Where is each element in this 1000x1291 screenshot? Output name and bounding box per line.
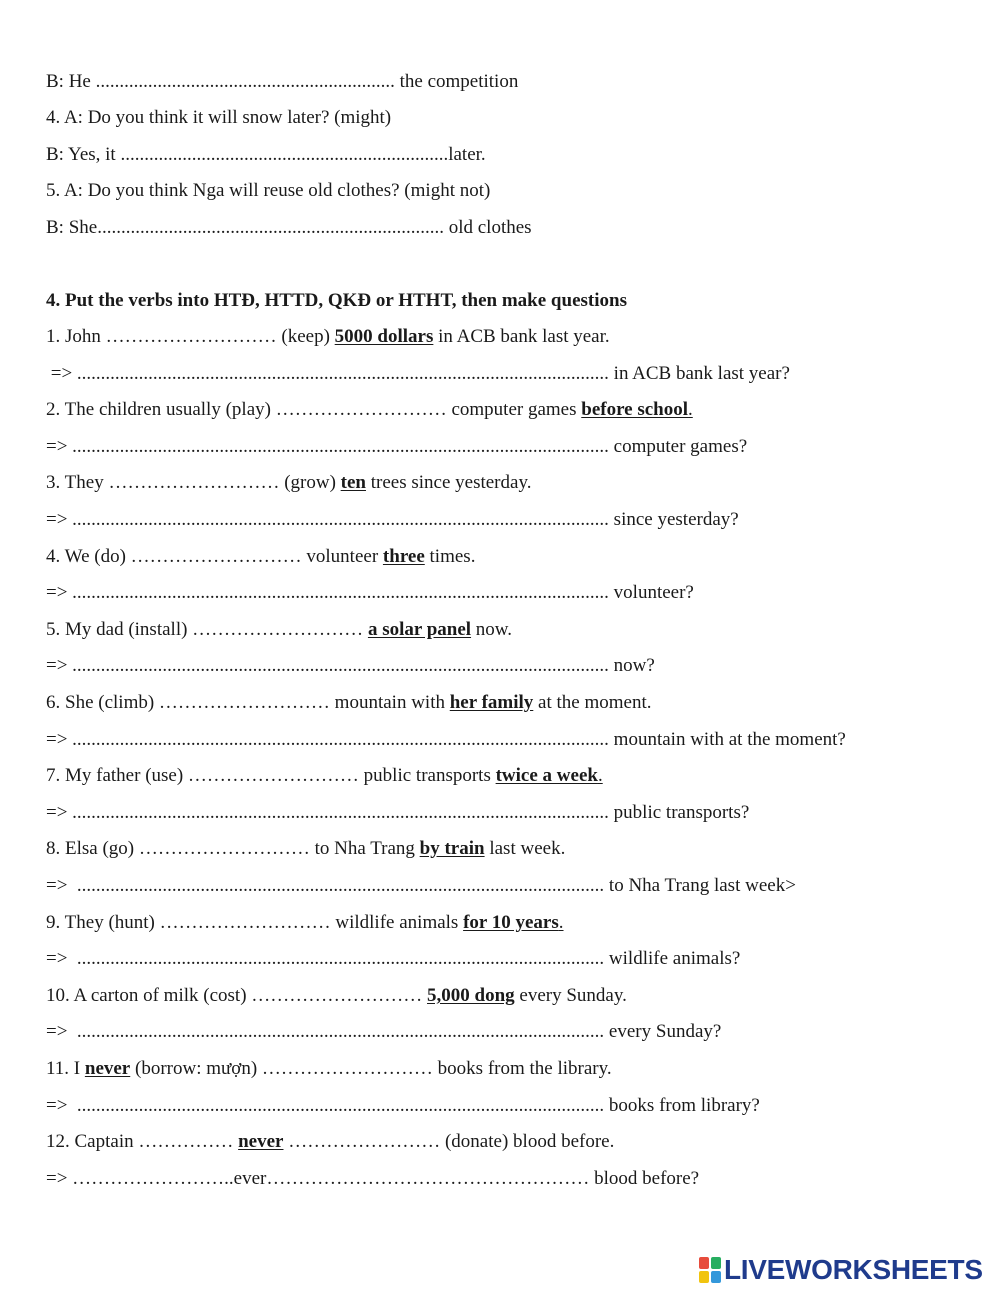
keyword: by train	[419, 838, 485, 859]
answer-line: => ................................................................................................................. volunteer?	[46, 582, 694, 603]
punctuation: .	[558, 912, 564, 933]
keyword: 5000 dollars	[334, 326, 434, 347]
logo-square	[699, 1271, 709, 1283]
liveworksheets-logo	[699, 1255, 983, 1285]
question-text: 11. I	[46, 1058, 85, 1079]
question-text: 8. Elsa (go) ……………………… to Nha Trang	[46, 838, 420, 859]
keyword: a solar panel	[367, 619, 472, 640]
question-line	[46, 398, 693, 422]
question-text: 10. A carton of milk (cost) ………………………	[46, 985, 428, 1006]
question-line	[46, 691, 652, 715]
question-text: 1. John ……………………… (keep)	[46, 326, 335, 347]
question-line	[46, 545, 475, 569]
keyword: three	[382, 546, 425, 567]
logo-square	[711, 1257, 721, 1269]
answer-line: => ............................................................................................................... books from library?	[46, 1095, 760, 1116]
question-text: in ACB bank last year.	[433, 326, 610, 347]
logo-text: LIVEWORKSHEETS	[724, 1254, 983, 1285]
punctuation: .	[688, 399, 693, 420]
question-line	[46, 471, 531, 495]
answer-line: => ............................................................................................................... wildlife animals?	[46, 948, 741, 969]
question-line	[46, 1057, 612, 1081]
keyword: before school	[581, 399, 689, 420]
question-line	[46, 1130, 614, 1154]
answer-line: => ............................................................................................................... every Sunday?	[46, 1021, 722, 1042]
logo-square	[699, 1257, 709, 1269]
keyword: twice a week	[495, 765, 598, 786]
keyword: never	[84, 1058, 131, 1079]
answer-line: => ……………………..ever…………………………………………… blood before?	[46, 1168, 700, 1189]
question-text: last week.	[484, 838, 566, 859]
question-line	[46, 325, 610, 349]
exercise-line: 5. A: Do you think Nga will reuse old clothes? (might not)	[46, 180, 491, 201]
keyword: 5,000 dong	[427, 985, 515, 1006]
question-line	[46, 984, 627, 1008]
question-text: at the moment.	[533, 692, 652, 713]
question-line	[46, 837, 565, 861]
answer-line: => ................................................................................................................. public transports?	[46, 802, 750, 823]
question-line	[46, 911, 564, 935]
question-text: 5. My dad (install) ………………………	[46, 619, 368, 640]
question-text: trees since yesterday.	[365, 472, 532, 493]
question-text: 2. The children usually (play) ……………………… computer games	[46, 399, 582, 420]
logo-square	[711, 1271, 721, 1283]
answer-line: => ................................................................................................................. mountain with at the moment?	[46, 729, 846, 750]
question-text: 12. Captain ……………	[46, 1131, 239, 1152]
keyword: never	[238, 1131, 284, 1152]
exercise-line: B: Yes, it .....................................................................later.	[46, 144, 486, 165]
exercise-line: 4. A: Do you think it will snow later? (might)	[46, 107, 392, 128]
question-text: now.	[471, 619, 513, 640]
answer-line: => ................................................................................................................. computer games?	[46, 436, 748, 457]
question-text: 7. My father (use) ……………………… public transports	[46, 765, 496, 786]
question-text: 3. They ……………………… (grow)	[46, 472, 341, 493]
question-line	[46, 618, 512, 642]
question-line	[46, 764, 603, 788]
section-title: 4. Put the verbs into HTĐ, HTTD, QKĐ or HTHT, then make questions	[46, 290, 627, 311]
question-text: every Sunday.	[514, 985, 627, 1006]
exercise-line: B: He ............................................................... the competition	[46, 71, 519, 92]
question-text: …………………… (donate) blood before.	[283, 1131, 615, 1152]
question-text: 9. They (hunt) ……………………… wildlife animals	[46, 912, 464, 933]
exercise-line: B: She......................................................................... old clothes	[46, 217, 532, 238]
question-text: times.	[424, 546, 476, 567]
punctuation: .	[597, 765, 603, 786]
question-text: (borrow: mượn) ……………………… books from the library.	[130, 1058, 612, 1079]
answer-line: => ................................................................................................................. since yesterday?	[46, 509, 739, 530]
answer-line: => ................................................................................................................. now?	[46, 655, 655, 676]
keyword: her family	[449, 692, 534, 713]
question-text: 4. We (do) ……………………… volunteer	[46, 546, 383, 567]
keyword: ten	[340, 472, 366, 493]
answer-line: => ............................................................................................................... to Nha Trang last week>	[46, 875, 796, 896]
answer-line: => ................................................................................................................ in ACB bank last year?	[46, 363, 790, 384]
liveworksheets-logo-icon	[699, 1257, 721, 1283]
question-text: 6. She (climb) ……………………… mountain with	[46, 692, 450, 713]
keyword: for 10 years	[463, 912, 559, 933]
